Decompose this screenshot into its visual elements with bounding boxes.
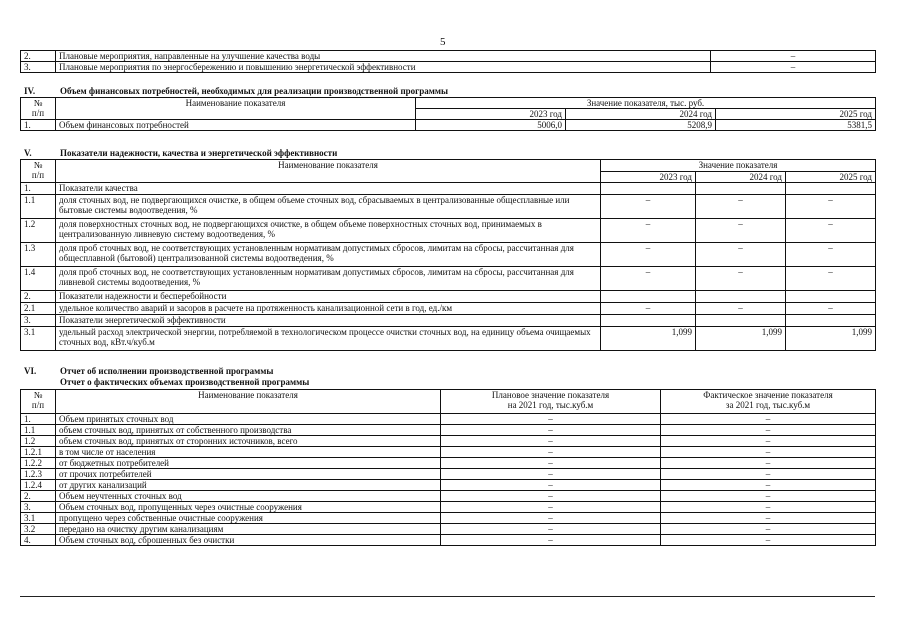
row-fact: – [661,480,876,491]
row-name: в том числе от населения [56,447,441,458]
row-fact: – [661,469,876,480]
row-number: 1. [21,414,56,425]
row-number: 4. [21,535,56,546]
col-value-header: Значение показателя [601,160,876,172]
page-number: 5 [440,36,446,48]
row-number: 1.2 [21,219,56,243]
row-value: – [786,267,876,291]
row-name: удельное количество аварий и засоров в расчете на протяженность канализационной сети в год, ед./км [56,303,601,315]
row-number: 1.2 [21,436,56,447]
row-plan: – [441,414,661,425]
col-name-header: Наименование показателя [56,98,416,120]
row-value: 5006,0 [416,120,566,131]
row-value: – [601,195,696,219]
row-name: доля поверхностных сточных вод, не подвергающихся очистке, в общем объеме поверхностных сточных вод, принимаемых в централизованную ливневую систему водоотведения, % [56,219,601,243]
year-header: 2025 год [716,109,876,120]
col-name-header: Наименование показателя [56,160,601,183]
table-row [21,425,876,436]
table-row [21,267,876,291]
table-row [21,219,876,243]
sec6-table [20,389,876,546]
row-fact: – [661,436,876,447]
row-value [601,315,696,327]
row-plan: – [441,535,661,546]
table-row [21,291,876,303]
table-row [21,480,876,491]
section-5-title: Показатели надежности, качества и энергетической эффективности [60,148,338,158]
row-plan: – [441,425,661,436]
row-value: 1,099 [696,327,786,351]
year-header: 2024 год [696,172,786,183]
row-value: – [601,219,696,243]
row-number: 1.1 [21,195,56,219]
row-name: пропущено через собственные очистные сооружения [56,513,441,524]
row-value [696,291,786,303]
table-row [21,447,876,458]
table-row [21,491,876,502]
row-plan: – [441,447,661,458]
col-name-header: Наименование показателя [56,390,441,414]
table-row [21,183,876,195]
row-value: – [601,303,696,315]
col-no-header: № п/п [21,160,56,183]
row-fact: – [661,502,876,513]
row-plan: – [441,491,661,502]
row-value: 5381,5 [716,120,876,131]
section-4-title: Объем финансовых потребностей, необходимых для реализации производственной программы [60,86,449,96]
row-plan: – [441,513,661,524]
row-value: – [786,219,876,243]
row-name: Объем неучтенных сточных вод [56,491,441,502]
section-6-title: Отчет об исполнении производственной программы [60,366,274,376]
row-plan: – [441,502,661,513]
row-number: 1. [21,183,56,195]
row-number: 3.2 [21,524,56,535]
row-name: удельный расход электрической энергии, потребляемой в технологическом процессе очистки сточных вод, на единицу объема очищаемых сточных вод, кВт.ч/куб.м [56,327,601,351]
row-name: Показатели надежности и бесперебойности [56,291,601,303]
row-value: 1,099 [601,327,696,351]
row-value: – [696,195,786,219]
row-number: 3. [21,62,56,73]
table-row [21,243,876,267]
row-name: Плановые мероприятия по энергосбережению и повышению энергетической эффективности [56,62,711,73]
row-name: передано на очистку другим канализациям [56,524,441,535]
table-row [21,315,876,327]
row-name: Показатели энергетической эффективности [56,315,601,327]
row-plan: – [441,436,661,447]
row-name: Показатели качества [56,183,601,195]
row-number: 1.2.3 [21,469,56,480]
row-value: – [601,267,696,291]
row-name: Объем сточных вод, сброшенных без очистки [56,535,441,546]
row-value [601,291,696,303]
row-value: – [786,195,876,219]
year-header: 2025 год [786,172,876,183]
col-plan-header: Плановое значение показателя на 2021 год, тыс.куб.м [441,390,661,414]
row-name: объем сточных вод, принятых от сторонних источников, всего [56,436,441,447]
row-name: доля проб сточных вод, не соответствующих установленным нормативам допустимых сбросов, лимитам на сбросы, рассчитанная для ливневой системы водоотведения, % [56,267,601,291]
year-header: 2024 год [566,109,716,120]
row-fact: – [661,458,876,469]
row-name: Плановые мероприятия, направленные на улучшение качества воды [56,51,711,62]
row-name: от бюджетных потребителей [56,458,441,469]
table-row [21,513,876,524]
row-name: от других канализаций [56,480,441,491]
row-number: 1.2.4 [21,480,56,491]
table-row [21,535,876,546]
row-value: 1,099 [786,327,876,351]
row-value: – [696,267,786,291]
table-row [21,62,876,73]
row-value: – [711,51,876,62]
table-row [21,524,876,535]
row-name: объем сточных вод, принятых от собственного производства [56,425,441,436]
row-name: доля проб сточных вод, не соответствующих установленным нормативам допустимых сбросов, лимитам на сбросы, рассчитанная для общесплавной (бытовой) централизованной системы водоотведения, % [56,243,601,267]
row-value: – [696,219,786,243]
row-number: 3.1 [21,513,56,524]
row-value [601,183,696,195]
col-fact-header: Фактическое значение показателя за 2021 год, тыс.куб.м [661,390,876,414]
row-value [696,183,786,195]
row-value [786,315,876,327]
row-number: 1.3 [21,243,56,267]
row-number: 3.1 [21,327,56,351]
section-6-subtitle: Отчет о фактических объемах производственной программы [60,377,310,387]
row-plan: – [441,469,661,480]
row-number: 1.4 [21,267,56,291]
row-number: 1. [21,120,56,131]
row-number: 2. [21,51,56,62]
table-row [21,458,876,469]
row-name: Объем финансовых потребностей [56,120,416,131]
col-no-header: № п/п [21,390,56,414]
row-plan: – [441,524,661,535]
table-row [21,303,876,315]
table-row [21,195,876,219]
row-fact: – [661,414,876,425]
section-6-number: VI. [24,366,37,376]
row-fact: – [661,513,876,524]
sec4-table [20,97,876,131]
row-value [786,183,876,195]
row-value: – [696,243,786,267]
row-number: 3. [21,502,56,513]
row-value [786,291,876,303]
row-value: – [786,303,876,315]
table-row [21,469,876,480]
col-no-header: № п/п [21,98,56,120]
year-header: 2023 год [416,109,566,120]
table-row [21,436,876,447]
row-number: 2.1 [21,303,56,315]
page-bottom-rule [20,596,875,597]
row-number: 2. [21,291,56,303]
row-name: доля сточных вод, не подвергающихся очистке, в общем объеме сточных вод, сбрасываемых в централизованные общесплавные или бытовые системы водоотведения, % [56,195,601,219]
table-row [21,327,876,351]
row-value: 5208,9 [566,120,716,131]
table-row [21,414,876,425]
row-number: 1.2.2 [21,458,56,469]
row-name: Объем сточных вод, пропущенных через очистные сооружения [56,502,441,513]
section-5-number: V. [24,148,32,158]
row-plan: – [441,480,661,491]
row-fact: – [661,524,876,535]
sec5-table [20,159,876,351]
row-fact: – [661,425,876,436]
section-4-number: IV. [24,86,36,96]
row-number: 2. [21,491,56,502]
table-row [21,51,876,62]
year-header: 2023 год [601,172,696,183]
row-value: – [696,303,786,315]
col-value-header: Значение показателя, тыс. руб. [416,98,876,109]
row-value: – [786,243,876,267]
row-name: от прочих потребителей [56,469,441,480]
row-number: 1.1 [21,425,56,436]
row-number: 3. [21,315,56,327]
row-value: – [601,243,696,267]
table-row [21,502,876,513]
row-value: – [711,62,876,73]
table-row [21,120,876,131]
row-value [696,315,786,327]
row-plan: – [441,458,661,469]
sec3-tail-table [20,50,876,73]
row-fact: – [661,491,876,502]
row-fact: – [661,447,876,458]
row-number: 1.2.1 [21,447,56,458]
row-name: Объем принятых сточных вод [56,414,441,425]
row-fact: – [661,535,876,546]
